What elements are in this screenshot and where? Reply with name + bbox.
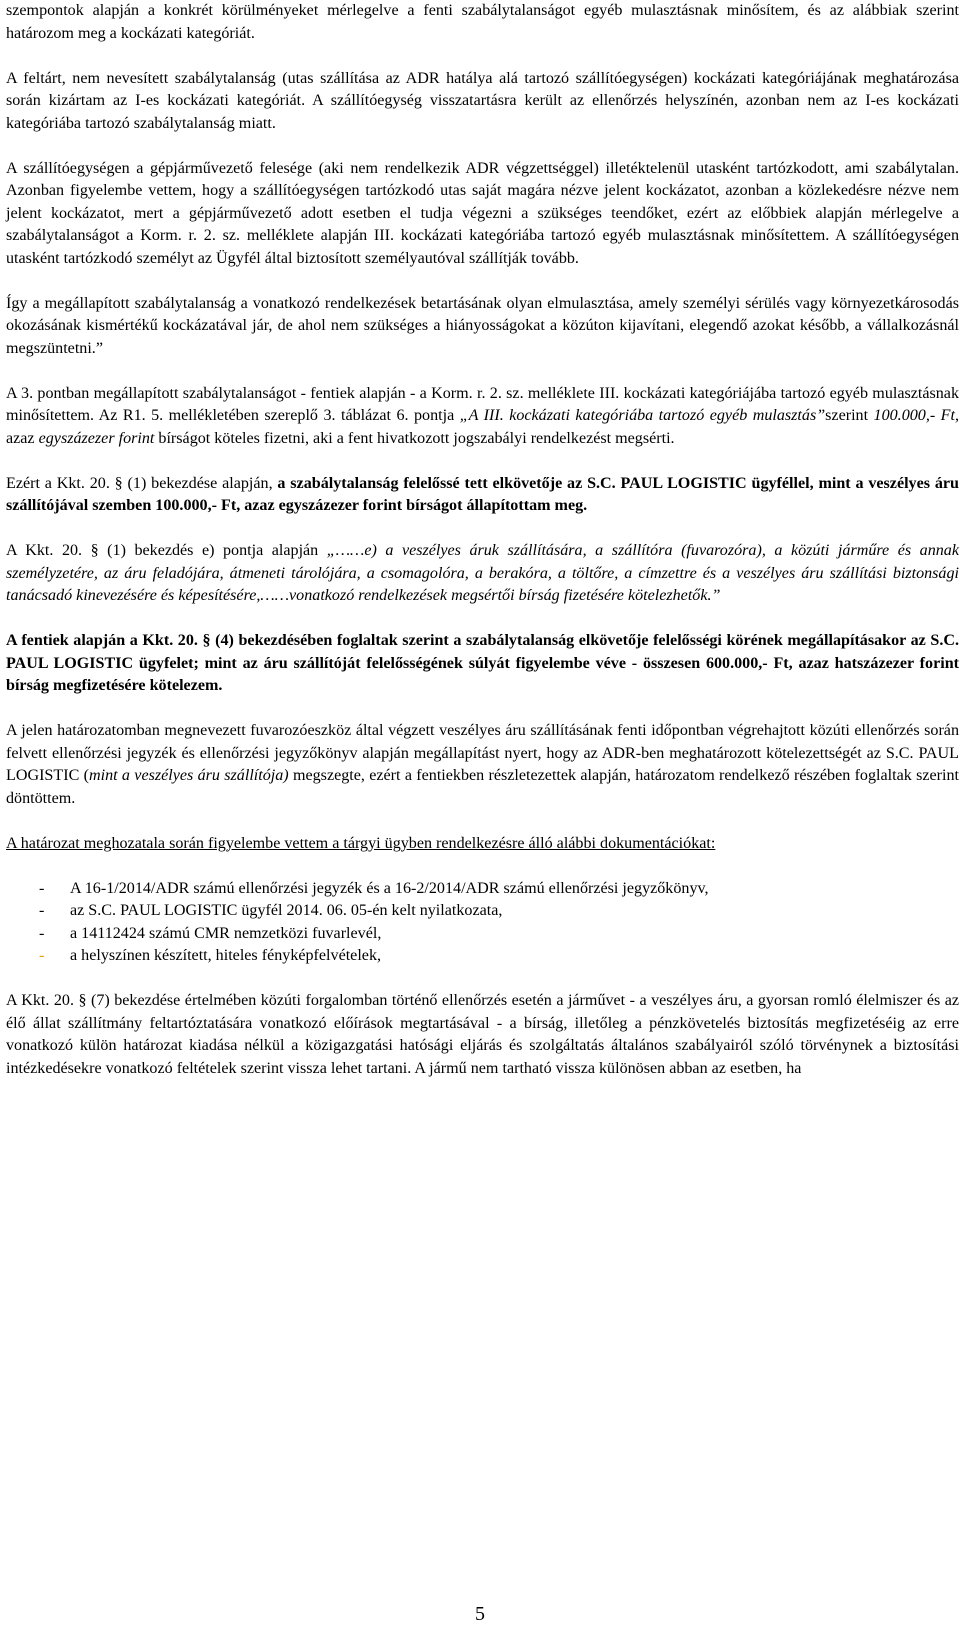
list-item: - a helyszínen készített, hiteles fényképfelvételek, [39, 947, 382, 964]
paragraph-total-fine: A fentiek alapján a Kkt. 20. § (4) bekezdésében foglaltak szerint a szabálytalanság elkövetője felelősségi körének megállapításakor az S.C. PAUL LOGISTIC ügyfelet; mint az áru szállítóját felelősségének súlyát figyelembe véve - összesen 600.000,- Ft, azaz hatszázezer forint bírság megfizetésére kötelezem. [6, 632, 959, 694]
paragraph-fine-basis: A 3. pontban megállapított szabálytalanságot - fentiek alapján - a Korm. r. 2. sz. melléklete III. kockázati kategóriájába tartozó egyéb mulasztásnak minősítettem. Az R1. 5. mellékletében szereplő 3. táblázat 6. pontja „A III. kockázati kategóriába tartozó egyéb mulasztás”szerint 100.000,- Ft, azaz egyszázezer forint bírságot köteles fizetni, aki a fent hivatkozott jogszabályi rendelkezést megsérti. [6, 384, 960, 447]
paragraph-vehicle-detention: A Kkt. 20. § (7) bekezdése értelmében közúti forgalomban történő ellenőrzés esetén a járművet - a veszélyes áru, a gyorsan romló élelmiszer és az élő állat szállítmány feltartóztatására vonatkozó előírások megtartásával - a bírság, illetőleg a pénzkövetelés biztosítás megfizetéséig az erre vonatkozó külön határozat kiadása nélkül a közigazgatási hatósági eljárás és szolgáltatás általános szabályairól szóló törvénynek a biztosítási intézkedésekre vonatkozó feltételek szerint vissza lehet tartani. A jármű nem tartható vissza különösen abban az esetben, ha [6, 992, 959, 1077]
document-page [6, 0, 959, 1080]
paragraph-passenger: A szállítóegységen a gépjárművezető felesége (aki nem rendelkezik ADR végzettséggel) illetéktelenül utasként tartózkodott, ami szabálytalan. Azonban figyelembe vettem, hogy a szállítóegységen tartózkodó utas saját magára nézve jelent kockázatot, azonban a közlekedésre nézve nem jelent kockázatot, mert a gépjárművezető adott esetben el tudja végezni a szükséges teendőket, ezért az előbbiek alapján mérlegelve a szabálytalanságot a Korm. r. 2. sz. melléklete alapján III. kockázati kategóriába tartozó egyéb mulasztásnak minősítettem. A szállítóegységen utasként tartózkodó személyt az Ügyfél által biztosított személyautóval szállítják tovább. [6, 159, 959, 267]
list-item: - az S.C. PAUL LOGISTIC ügyfél 2014. 06. 05-én kelt nyilatkozata, [39, 902, 503, 919]
page-number: 5 [475, 1603, 485, 1625]
paragraph-legal-quote: A Kkt. 20. § (1) bekezdés e) pontja alapján „……e) a veszélyes áruk szállítására, a szállítóra (fuvarozóra), a közúti járműre és annak személyzetére, az áru feladójára, átmeneti tárolójára, a csomagolóra, a berakóra, a töltőre, a címzettre és a veszélyes áru szállítási biztonsági tanácsadó kinevezésére és képesítésére,……vonatkozó rendelkezések megsértői bírság fizetésére kötelezhetők.” [6, 542, 959, 604]
paragraph-findings: A jelen határozatomban megnevezett fuvarozóeszköz által végzett veszélyes áru szállításának fenti időpontban végrehajtott közúti ellenőrzés során felvett ellenőrzési jegyzék és ellenőrzési jegyzőkönyv alapján megállapítást nyert, hogy az ADR-ben meghatározott kötelezettségét az S.C. PAUL LOGISTIC (mint a veszélyes áru szállítója) megszegte, ezért a fentiekben részletezettek alapján, határozatom rendelkező részében foglaltak szerint döntöttem. [6, 722, 959, 807]
documentation-list [6, 878, 959, 968]
paragraph-conclusion: Így a megállapított szabálytalanság a vonatkozó rendelkezések betartásának olyan elmulasztása, amely személyi sérülés vagy környezetkárosodás okozásának kismértékű kockázatával jár, de ahol nem szükséges a hiányosságokat a közúton kijavítani, elegendő azokat később, a vállalkozásnál megszüntetni.” [6, 294, 959, 357]
list-item: - a 14112424 számú CMR nemzetközi fuvarlevél, [39, 924, 382, 942]
paragraph-fine-decision: Ezért a Kkt. 20. § (1) bekezdése alapján, a szabálytalanság felelőssé tett elkövetője az S.C. PAUL LOGISTIC ügyféllel, mint a veszélyes áru szállítójával szemben 100.000,- Ft, azaz egyszázezer forint bírságot állapítottam meg. [6, 474, 959, 514]
paragraph-risk-category: A feltárt, nem nevesített szabálytalanság (utas szállítása az ADR hatálya alá tartozó szállítóegységen) kockázati kategóriájának meghatározása során kizártam az I-es kockázati kategóriát. A szállítóegység visszatartásra került az ellenőrzés helyszínén, azonban nem az I-es kockázati kategóriába tartozó szabálytalanság miatt. [6, 69, 959, 132]
paragraph-documentation-heading: A határozat meghozatala során figyelembe vettem a tárgyi ügyben rendelkezésre álló alábbi dokumentációkat: [6, 834, 716, 852]
paragraph-intro: szempontok alapján a konkrét körülményeket mérlegelve a fenti szabálytalanságot egyéb mulasztásnak minősítem, és az alábbiak szerint határozom meg a kockázati kategóriát. [6, 2, 959, 42]
list-item: - A 16-1/2014/ADR számú ellenőrzési jegyzék és a 16-2/2014/ADR számú ellenőrzési jegyzőkönyv, [39, 879, 709, 897]
